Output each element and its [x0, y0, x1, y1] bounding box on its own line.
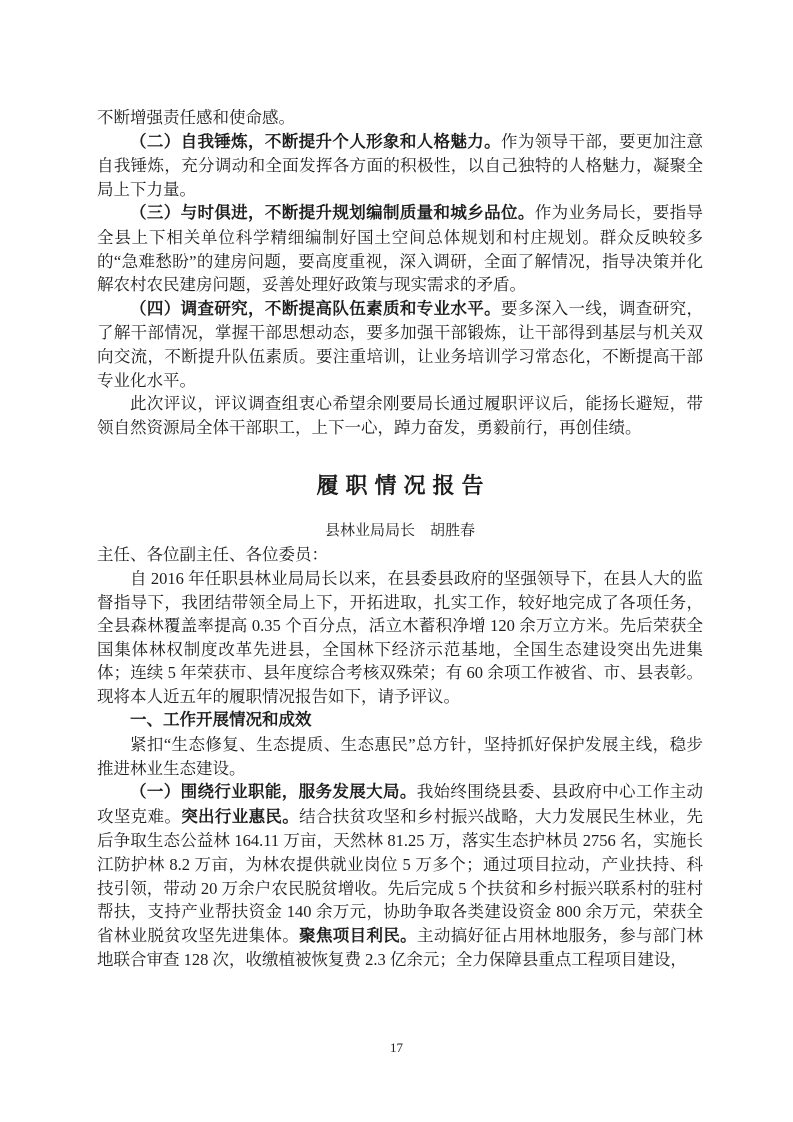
text-run: 结合扶贫攻坚和乡村振兴战略，大力发展民生林业，先后争取生态公益林 164.11 万亩，天然林 81.25 万，落实生态护林员 2756 名，实施长江防护林 8.2 万亩，为林农提供就业岗位 5 万多个；通过项目拉动，产业扶持、科技引领，带动 20 万余户农民脱贫增收。先后完成 5 个扶贫和乡村振兴联系村的驻村帮扶，支持产业帮扶资金 140 余万元，协助争取各类建设资金 800 余万元，荣获全省林业脱贫攻坚先进集体。	[97, 806, 704, 945]
text-run-bold: （一）围绕行业职能，服务发展大局。	[130, 783, 417, 802]
text-run-bold: 聚焦项目利民。	[299, 926, 418, 945]
text-run: 不断增强责任感和使命感。	[97, 108, 295, 127]
text-run: 此次评议，评议调查组衷心希望余刚要局长通过履职评议后，能扬长避短，带领自然资源局全体干部职工，上下一心，踔力奋发，勇毅前行，再创佳绩。	[97, 394, 703, 437]
paragraph	[97, 392, 703, 439]
text-run-bold: 突出行业惠民。	[181, 807, 300, 826]
text-run: 我始终围绕县委、县政府中心工作主动攻坚克难。	[97, 782, 704, 826]
text-run: 自 2016 年任职县林业局局长以来，在县委县政府的坚强领导下，在县人大的监督指导下，我团结带领全局上下，开拓进取，扎实工作，较好地完成了各项任务，全县森林覆盖率提高 0.35 个百分点，活立木蓄积净增 120 余万立方米。先后荣获全国集体林权制度改革先进县，全国林下经济示范基地，全国生态建设突出先进集体；连续 5 年荣获市、县年度综合考核双殊荣；有 60 余项工作被省、市、县表彰。现将本人近五年的履职情况报告如下，请予评议。	[97, 568, 703, 706]
text-run-bold: （四）调查研究，不断提高队伍素质和专业水平。	[130, 299, 501, 318]
text-run: 作为业务局长，要指导全县上下相关单位科学精细编制好国土空间总体规划和村庄规划。群众反映较多的“急难愁盼”的建房问题，要高度重视，深入调研，全面了解情况，指导决策并化解农村农民建房问题，妥善处理好政策与现实需求的矛盾。	[97, 203, 704, 295]
text-run: 要多深入一线，调查研究，了解干部情况，掌握干部思想动态，要多加强干部锻炼，让干部得到基层与机关双向交流，不断提升队伍素质。要注重培训，让业务培训学习常态化，不断提高干部专业化水平。	[97, 298, 704, 390]
text-run: 作为领导干部，要更加注意自我锤炼，充分调动和全面发挥各方面的积极性，以自己独特的人格魅力，凝聚全局上下力量。	[97, 131, 704, 199]
paragraph	[97, 780, 703, 972]
paragraph	[97, 567, 703, 709]
section-heading	[97, 708, 703, 733]
text-run-bold: （三）与时俱进，不断提升规划编制质量和城乡品位。	[130, 204, 535, 223]
report-title: 履职情况报告	[316, 473, 491, 499]
salutation: 主任、各位副主任、各位委员：	[97, 545, 328, 565]
paragraph	[97, 733, 703, 780]
report-author: 县林业局局长 胡胜春	[324, 523, 475, 540]
paragraph	[97, 201, 703, 296]
paragraph	[97, 106, 703, 130]
text-run: 紧扣“生态修复、生态提质、生态惠民”总方针，坚持抓好保护发展主线，稳步推进林业生态建设。	[97, 735, 703, 778]
document-content	[97, 106, 703, 972]
paragraph	[97, 297, 703, 392]
text-run: 主动搞好征占用林地服务，参与部门林地联合审查 128 次，收缴植被恢复费 2.3 亿余元；全力保障县重点工程项目建设，	[97, 925, 704, 970]
page-number: 17	[390, 1040, 403, 1055]
paragraph	[97, 130, 703, 202]
text-run-bold: 一、工作开展情况和成效	[130, 711, 312, 730]
text-run-bold: （二）自我锤炼，不断提升个人形象和人格魅力。	[130, 132, 501, 151]
